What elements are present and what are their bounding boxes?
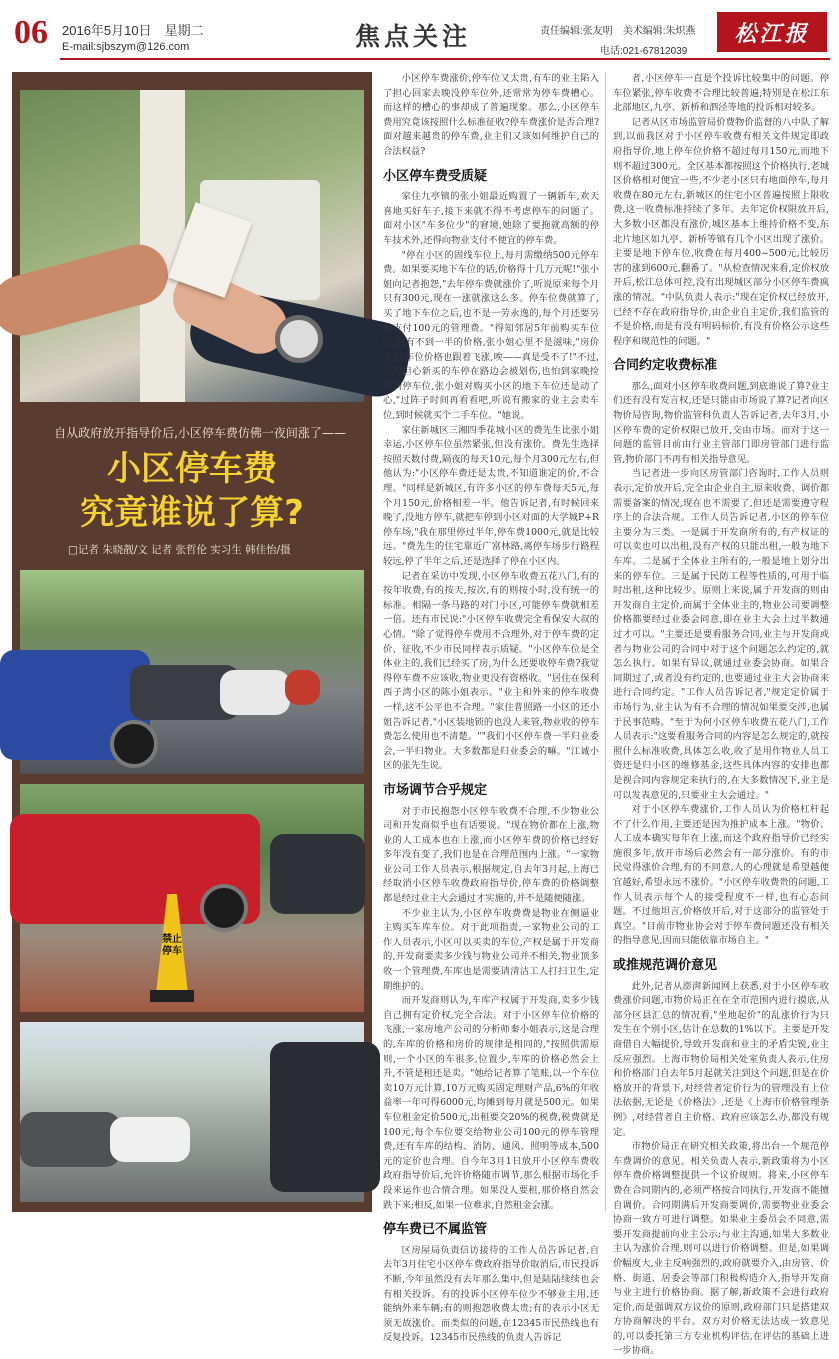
- lead-panel: [12, 72, 372, 1212]
- paragraph: 此外,记者从澎湃新闻网上获悉,对于小区停车收费涨价问题,市物价局正在在全市范围内进行摸底,从部分区县汇总的情况看,"坐地起价"的乱涨价行为只发生在个别小区,估计在总数的1%以下。主要是开发商借自大幅提价,导致开发商和业主的矛盾尖锐,业主反应强烈。上海市物价局相关处室负责人表示,住房和价格部门自去年5月起就关注到这个问题,但是在价格放开的背景下,对经营者定价行为的管理没有上位法依据,无论是《价格法》,还是《上海市价格管理条例》,对经营者自主价格、政府应该怎么办,都没有规定。: [613, 980, 829, 1138]
- paragraph: 那么,面对小区停车收费问题,到底谁说了算?业主们还有没有发言权,还是只能由市场说了算?记者向区物价局咨询,物价监管科负责人告诉记者,去年3月,小区停车费的定价权限已放开,交由市场。而对于这一问题的监管目前由行业主管部门即房管部门进行监管,物价部门不再有相关指导意见。: [613, 380, 829, 465]
- newspaper-logo: 松江报: [717, 12, 827, 52]
- wheel-shape: [110, 720, 158, 768]
- white-car-shape: [110, 1117, 190, 1162]
- subheading: 小区停车费受质疑: [383, 168, 488, 184]
- subheading: 停车费已不属监管: [383, 1222, 488, 1238]
- paragraph: 家住九亭镇的张小姐最近购置了一辆新车,欢天喜地买好车子,接下来就不得不考虑停车的问题了。面对小区"车多位少"的窘境,她除了要拖就高额的停车技术外,还得向物业支付不便宜的停车费。: [383, 191, 599, 246]
- paragraph: 而开发商则认为,车库产权属于开发商,卖多少钱自己拥有定价权,完全合法。对于小区停车位价格的飞涨,一家房地产公司的分析师秦小姐表示,这是合理的,车库的价格和房价的规律是相同的,"按照供需原则,一个小区的车很多,位置少,车库的价格必然会上升,不管是租还是卖。"她给记者算了笔账,以一个车位卖10万元计算,10万元购买固定理财产品,6%的年收益率一年可得6000元,均摊到每月就是500元。如果车位租金定价500元,出租要交20%的税费,税费就是100元,每个车位要交给物业公司100元的停车管理费,还有车库的结构、消防、通风、照明等成本,500元的定价也合理。自今年3月1日放开小区停车费收政府指导价后,允许价格随市调节,那么根据市场化手段来运作也合情合理。如果没人要租,那价格自然会跌下来;相反,如果一位难求,自然租金会涨。: [383, 995, 599, 1211]
- cone-sign: 禁止停车: [162, 934, 182, 957]
- dark-car-shape: [270, 834, 365, 914]
- lead-headline: [22, 447, 362, 535]
- lead-kicker: 自从政府放开指导价后,小区停车费仿佛一夜间涨了——: [54, 426, 346, 440]
- wheel-shape: [200, 884, 248, 932]
- paragraph: 家住新城区三湘四季花城小区的费先生比张小姐幸运,小区停车位虽然紧张,但没有涨价。费先生选择按照天数付费,隔夜的每天10元,每个月300元左右,但他认为:"小区停车费还是太贵,不知道谁定的价,不合理。"同样是新城区,有许多小区的停车费每天5元,每个月150元,价格相差一半。他告诉记者,有时候回来晚了,没地方停车,就把车停到小区对面的大学城P+R停车场,"我在那里停过半年,停车费1000元,就是比较远。"费先生的住宅靠近广富林路,离停车场步行路程较远,停了半年之后,还是选择了停在小区内。: [383, 424, 599, 567]
- dark-car-shape: [20, 1112, 120, 1167]
- red-car-shape: [285, 670, 320, 705]
- column-divider: [605, 72, 606, 1212]
- parking-ticket-photo: [20, 90, 364, 402]
- subheading: 市场调节合乎规定: [383, 782, 488, 798]
- paragraph: 者,小区停车一直是个投诉比较集中的问题。停车位紧张,停车收费不合理比较普遍,特别是在松江东北部地区,九亭、新桥和泗泾等地的投诉相对较多。: [613, 73, 829, 114]
- white-car-shape: [220, 670, 290, 715]
- editor-credits: 责任编辑:张友明 美术编辑:朱炽燕: [540, 26, 696, 37]
- headline-line-1: 小区停车费: [107, 449, 277, 489]
- paragraph: 对于小区停车费涨价,工作人员认为价格杠杆起不了什么作用,主要还是因为推护成本上涨。"物价、人工成本确实每年在上涨,而这个政府指导价已经实施很多年,放开市场后必然会有一部分涨价。有的市民觉得涨价合理,有的不同意,人的心理就是希望越便宜越好,希望永远不涨价。"小区停车收费贵的问题,工作人员表示每个人的接受程度不一样,也有心态问题。不过他坦言,价格放开后,对于这部分的监管处于真空。"目前市物业协会对于停车费问题还没有相关的指导意见,因而只能依靠市场自主。": [613, 804, 829, 947]
- byline: □记者 朱晓靓/文 记者 张哲伦 实习生 韩佳怡/摄: [68, 544, 291, 556]
- subheading: 合同约定收费标准: [613, 358, 718, 374]
- header-rule: [60, 58, 830, 60]
- traffic-cone: [150, 894, 194, 1004]
- article-column-1: [383, 72, 599, 1344]
- paragraph: 当记者进一步向区房管部门咨询时,工作人员则表示,定价放开后,完全由企业自主,原来收费、调价都需要备案的情况,现在也不需要了,但还是需要遵守程序上的合法合规。工作人员告诉记者,小区的停车位主要分为三类。一是属于开发商所有的,有产权证的可以卖也可以出租,没有产权的只能出租,一般为地下车库。二是属于全体业主所有的,一般是地上划分出来的停车位。三是属于民防工程等性质的,可用于临时出租,这种比较少。原则上来说,属于开发商的则由开发商自主定价,而属于全体业主的,物业公司要调整价格都要经过业委会同意,即在业主大会上过半数通过才可以。"主要还是要看服务合同,业主与开发商或者与物业公司的合同中对于这个问题怎么约定的,就怎么执行。如果有异议,就通过业委会协商。如果合同期过了,或者没有约定的,也要通过业主大会协商来进行合同约定。"工作人员告诉记者,"规定定价属于市场行为,业主认为有不合理的情况如果要交涉,也属于民事范畴。"至于为何小区停车收费五花八门,工作人员表示:"这要看服务合同的内容是怎么规定的,就按照什么标准收费,具体怎么收,收了是用作物业人员工资还是归小区的维修基金,这些具体内容的安排也都是视合同内容规定来执行的,在大多数情况下,业主是可以发表意见的,只要业主大会通过。": [613, 468, 829, 801]
- article-column-2: [613, 72, 829, 1357]
- page-number: 06: [14, 14, 48, 51]
- paragraph: 市物价局正在研究相关政策,将出台一个规范停车费调价的意见。相关负责人表示,新政策将为小区停车费价格调整提供一个议价规则。将来,小区停车费在合同期内的,必须严格按合同执行,开发商不能擅自调价。合同期满后开发商要调价,需要物业业委会协商一致方可进行调整。如果业主委员会不同意,需要开发商提前向业主公示;与业主沟通,如果大多数业主认为涨价合理,则可以进行价格调整。但是,如果调价幅度大,业主反响强烈的,政府就要介入,由房管、价格、街道、居委会等部门积极构造介入,指导开发商与业主进行价格协商。据了解,新政策不会进行政府定价,而是强调双方议价的原则,政府部门只是搭建双方协商解决的平台。双方对价格无法达成一致意见的,可以委托第三方专业机构评估,在评估的基础上进一步协商。: [613, 1141, 829, 1357]
- watch-shape: [275, 315, 323, 363]
- page-header: [0, 0, 839, 62]
- paragraph: 记者在采访中发现,小区停车收费五花八门,有的按年收费,有的按天,按次,有的则按小时,没有统一的标准。相隔一条马路的对门小区,可能停车费就相差一倍。还有市民说:"小区停车收费完全看保安大叔的心情。"除了觉得停车费用不合理外,对于停车费的定价、征收,不少市民同样表示质疑。"小区停车位是全体业主的,我们已经买了房,为什么还要收停车费?我觉得停车费不应该收,物业更没有资格收。"居住在保利西子湾小区的陈小姐表示。"业主和外来的停车收费一样,这不公平也不合理。"家住普照路一小区的还小姐告诉记者,"小区装地锁的也没人来管,物业收的停车费怎么使用也不清楚。""我们小区停车费一半归业委会,一半归物业。大多数都是归业委会的嘛。"江诚小区的张先生说。: [383, 570, 599, 772]
- parked-cars-photo: [20, 570, 364, 774]
- issue-date: 2016年5月10日 星期二: [62, 23, 204, 38]
- no-parking-cone-photo: [20, 784, 364, 1012]
- paragraph: 区房屋局负责信访接待的工作人员告诉记者,自去年3月住宅小区停车费政府指导价取消后,市民投诉不断,今年虽然没有去年那么集中,但是陆陆续续也会有相关投诉。有的投诉小区停车位少不够业主用,还能纳外来车辆;有的则抱怨收费太贵;有的表示小区无须无故涨价。而类似的问题,在12345市民热线也有反复投诉。12345市民热线的负责人告诉记: [383, 1244, 599, 1344]
- paragraph: 不少业主认为,小区停车收费费是物业在侧逼业主购买车库车位。对于此项指责,一家物业公司的工作人员表示,小区可以买卖的车位,产权是属于开发商的,开发商要卖多少钱与物业公司并不相关,物业顶多收一个管理费,车库也是需要请清洁工人打扫卫生,定期维护的。: [383, 907, 599, 992]
- residential-parking-photo: [20, 1022, 364, 1202]
- black-suv-shape: [270, 1042, 380, 1192]
- email-address: E-mail:sjbszym@126.com: [62, 41, 190, 53]
- phone-number: 电话:021-67812039: [600, 46, 688, 57]
- section-title: 焦点关注: [355, 22, 472, 51]
- subheading: 或推规范调价意见: [613, 958, 718, 974]
- paragraph: 记者从区市场监管局价费物价监督的八中队了解到,以前我区对于小区停车收费有相关文件规定即政府指导价,地上停车位价格不超过每月150元,而地下则不超过300元。全区基本都按照这个价格执行,老城区价格相对便宜一些,不少老小区只有地面停车,每月收费在80元左右,新城区的住宅小区普遍按照上限收费,这一收费标准持续了多年。去年定价权限放开后,大多数小区都没有涨价,城区基本上维持价格不变,东北片地区如九亭、新桥等镇有几个小区出现了涨价。主要是地下停车位,收费在每月400~500元,比较厉害的涨到600元,翻番了。"从检查情况来看,定价权放开后,松江总体可控,没有出现城区部分小区停车费疯涨的情况。"中队负责人表示:"现在定价权已经放开,已经不存在政府指导价,由企业自主定价,我们监管的不是价格,而是有没有明码标价,有没有价格公示这些程序和规范性的问题。": [613, 116, 829, 347]
- headline-line-2: 究竟谁说了算?: [80, 493, 304, 533]
- paragraph: 对于市民抱怨小区停车收费不合理,不少物业公司和开发商似乎也有话要说。"现在物价都在上涨,物业的人工成本也在上涨,而小区停车费的价格已经好多年没有变了,我们也是在合理范围内上涨。"一家物业公司工作人员表示,根据规定,自去年3月起,上海已经取消小区停车收费政府指导价,停车费的价格调整都是经过业主大会通过才实施的,并不是随便随涨。: [383, 805, 599, 905]
- paragraph: "停在小区的固线车位上,每月需缴纳500元停车费。如果要买地下车位的话,价格得十几万元呢!"张小姐向记者抱怨,"去年停车费就涨价了,听说原来每个月只有300元,现在一涨就涨这么多。停车位费就算了,买了地下车位之后,也不是一劳永逸的,每个月还要另外支付100元的管理费。"得知邻居5年前购买车位时,只有不到一半的价格,张小姐心里不是滋味,"房价飞涨,车位价格也跟着飞涨,唉——真是受不了!"不过,因为担心新买的车停在路边会被划伤,也怕到家晚捡不到停车位,张小姐对购买小区的地下车位还是动了心,"过阵子时间再看看吧,听说有搬家的业主会卖车位,到时候就买个二手车位。"她说。: [383, 249, 599, 422]
- intro-paragraph: 小区停车费涨价,停车位又太贵,有车的业主陷入了担心回家去晚没停车位外,还常常为停车费槽心。而这样的槽心的事却成了普遍现象。那么,小区停车费用究竟该按照什么标准征收?停车费涨价是否合理?面对越来越贵的停车费,业主们又该如何维护自己的合法权益?: [383, 73, 599, 157]
